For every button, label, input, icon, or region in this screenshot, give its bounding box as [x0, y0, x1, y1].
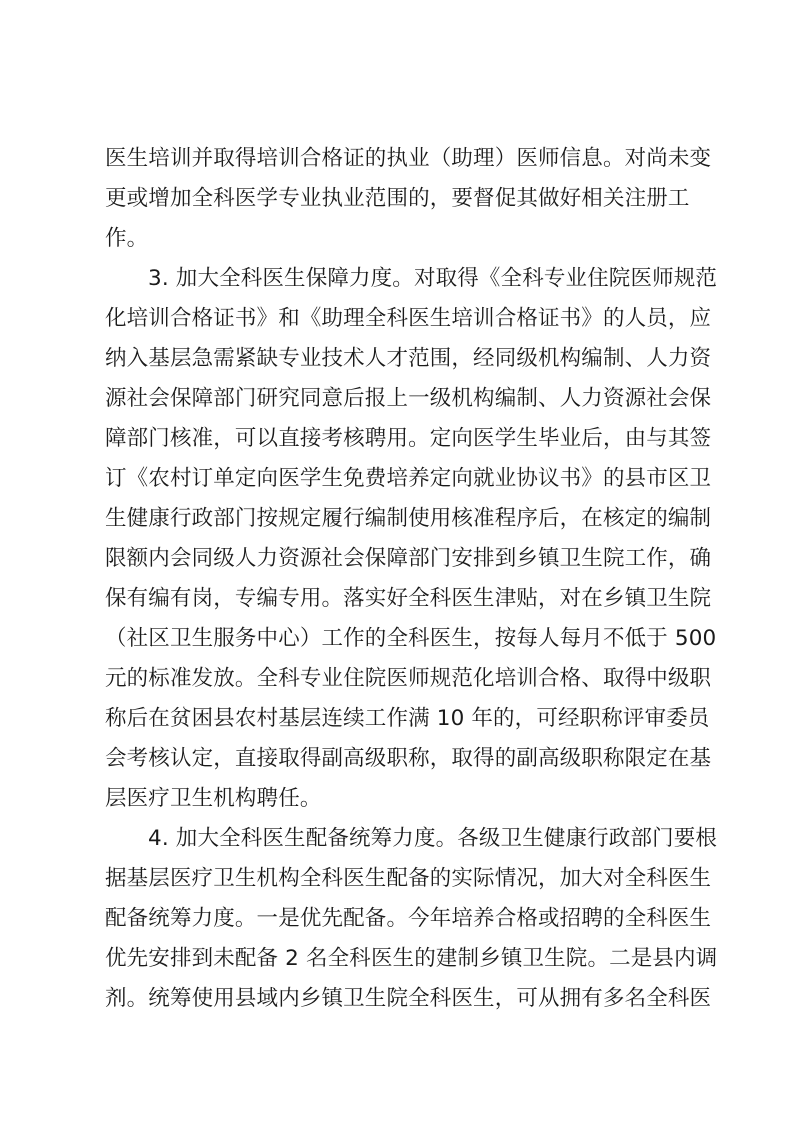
- text-line: 源社会保障部门研究同意后报上一级机构编制、人力资源社会保: [105, 386, 712, 411]
- text-line: 剂。统筹使用县域内乡镇卫生院全科医生，可从拥有多名全科医: [105, 986, 712, 1011]
- text-line: 层医疗卫生机构聘任。: [105, 786, 322, 811]
- paragraph-first-line: 4. 加大全科医生配备统筹力度。各级卫生健康行政部门要根: [148, 826, 718, 851]
- text-line: （社区卫生服务中心）工作的全科医生，按每人每月不低于 500: [105, 626, 717, 651]
- text-line: 会考核认定，直接取得副高级职称，取得的副高级职称限定在基: [105, 746, 712, 771]
- text-line: 障部门核准，可以直接考核聘用。定向医学生毕业后，由与其签: [105, 426, 712, 451]
- text-line: 订《农村订单定向医学生免费培养定向就业协议书》的县市区卫: [105, 466, 712, 491]
- text-line: 称后在贫困县农村基层连续工作满 10 年的，可经职称评审委员: [105, 706, 710, 731]
- paragraph-first-line: 3. 加大全科医生保障力度。对取得《全科专业住院医师规范: [148, 266, 718, 291]
- text-line: 元的标准发放。全科专业住院医师规范化培训合格、取得中级职: [105, 666, 712, 691]
- text-line: 生健康行政部门按规定履行编制使用核准程序后，在核定的编制: [105, 506, 712, 531]
- text-line: 化培训合格证书》和《助理全科医生培训合格证书》的人员，应: [105, 306, 712, 331]
- text-line: 限额内会同级人力资源社会保障部门安排到乡镇卫生院工作，确: [105, 546, 712, 571]
- text-line: 更或增加全科医学专业执业范围的，要督促其做好相关注册工: [105, 186, 690, 211]
- text-line: 纳入基层急需紧缺专业技术人才范围，经同级机构编制、人力资: [105, 346, 712, 371]
- text-line: 作。: [105, 226, 149, 251]
- document-body: [105, 140, 718, 1011]
- text-line: 据基层医疗卫生机构全科医生配备的实际情况，加大对全科医生: [105, 866, 712, 891]
- text-line: 配备统筹力度。一是优先配备。今年培养合格或招聘的全科医生: [105, 906, 712, 931]
- text-line: 保有编有岗，专编专用。落实好全科医生津贴，对在乡镇卫生院: [105, 586, 712, 611]
- text-line: 医生培训并取得培训合格证的执业（助理）医师信息。对尚未变: [105, 146, 712, 171]
- text-line: 优先安排到未配备 2 名全科医生的建制乡镇卫生院。二是县内调: [105, 946, 718, 971]
